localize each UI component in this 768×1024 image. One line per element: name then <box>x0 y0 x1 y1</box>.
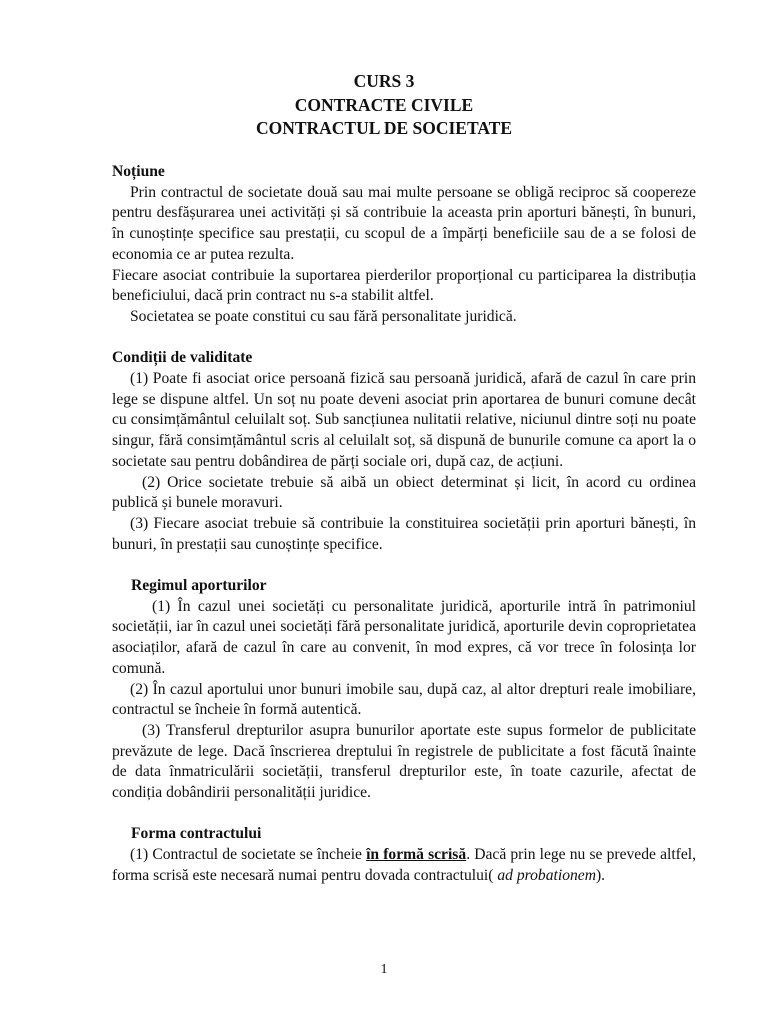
paragraph: (1) În cazul unei societăți cu personalitate juridică, aporturile intră în patrimoniul societății, iar în cazul unei societăți fără personalitate juridică, aporturile devin coproprietatea asociaților, afară de cazul în care au convenit, în mod expres, că vor trece în folosința lor comună. <box>112 597 696 677</box>
section-notiune <box>112 162 696 328</box>
page-number: 1 <box>380 962 388 977</box>
text-run: ). <box>595 866 606 884</box>
section-heading-notiune: Noțiune <box>112 163 165 180</box>
title-block <box>0 70 768 141</box>
section-conditii <box>112 348 696 555</box>
paragraph <box>112 845 696 886</box>
paragraph: (3) Transferul drepturilor asupra bunurilor aportate este supus formelor de publicitate prevăzute de lege. Dacă înscrierea dreptului în registrele de publicitate a fost făcută înainte de data înmatriculării societății, transferul drepturilor este, în toate cazurile, afectat de condiția dobândirii personalității juridice. <box>112 721 696 802</box>
paragraph: Societatea se poate constitui cu sau fără personalitate juridică. <box>130 307 517 325</box>
paragraph: Fiecare asociat contribuie la suportarea pierderilor proporțional cu participarea la distribuția beneficiului, dacă prin contract nu s-a stabilit altfel. <box>112 266 696 305</box>
section-heading-regimul: Regimul aporturilor <box>131 577 267 595</box>
emphasis-underlined: în formă scrisă <box>366 846 467 864</box>
section-heading-forma: Forma contractului <box>131 825 262 843</box>
paragraph: (1) Poate fi asociat orice persoană fizică sau persoană juridică, afară de cazul în care prin lege se dispune altfel. Un soț nu poate deveni asociat prin aportarea de bunuri comune decât cu consimțământul celuilalt soț. Sub sancțiunea nulitatii relative, niciunul dintre soți nu poate singur, fără consimțământul scris al celuilalt soț, să dispună de bunurile comune ca aport la o societate sau pentru dobândirea de părți sociale ori, după caz, de acțiuni. <box>112 370 696 470</box>
paragraph: (2) În cazul aportului unor bunuri imobile sau, după caz, al altor drepturi reale imobiliare, contractul se încheie în formă autentică. <box>112 680 696 719</box>
spacer <box>112 328 696 349</box>
paragraph: (2) Orice societate trebuie să aibă un obiect determinat și licit, în acord cu ordinea publică și bunele moravuri. <box>112 473 696 512</box>
course-topic: CONTRACTUL DE SOCIETATE <box>255 118 513 138</box>
section-heading-conditii: Condiții de validitate <box>112 349 253 367</box>
paragraph: (3) Fiecare asociat trebuie să contribuie la constituirea societății prin aporturi bănești, în bunuri, în prestații sau cunoștințe specifice. <box>112 514 696 553</box>
text-run: . Dacă prin lege nu se prevede altfel, forma scrisă este necesară numai pentru dovada contractului( <box>112 846 697 884</box>
text-run: (1) Contractul de societate se încheie <box>130 846 367 864</box>
spacer <box>112 555 696 576</box>
latin-term: ad probationem <box>497 866 596 884</box>
course-number: CURS 3 <box>353 71 415 91</box>
document-body <box>112 162 696 887</box>
spacer <box>112 804 696 825</box>
section-forma <box>112 824 696 886</box>
section-regimul <box>112 576 696 804</box>
course-subject: CONTRACTE CIVILE <box>294 94 474 115</box>
paragraph: Prin contractul de societate două sau mai multe persoane se obligă reciproc să coopereze pentru desfășurarea unei activități și să contribuie la aceasta prin aporturi bănești, în bunuri, în cunoștințe specifice sau prestații, cu scopul de a împărți beneficiile sau de a se folosi de economia ce ar putea rezulta. <box>112 183 696 263</box>
